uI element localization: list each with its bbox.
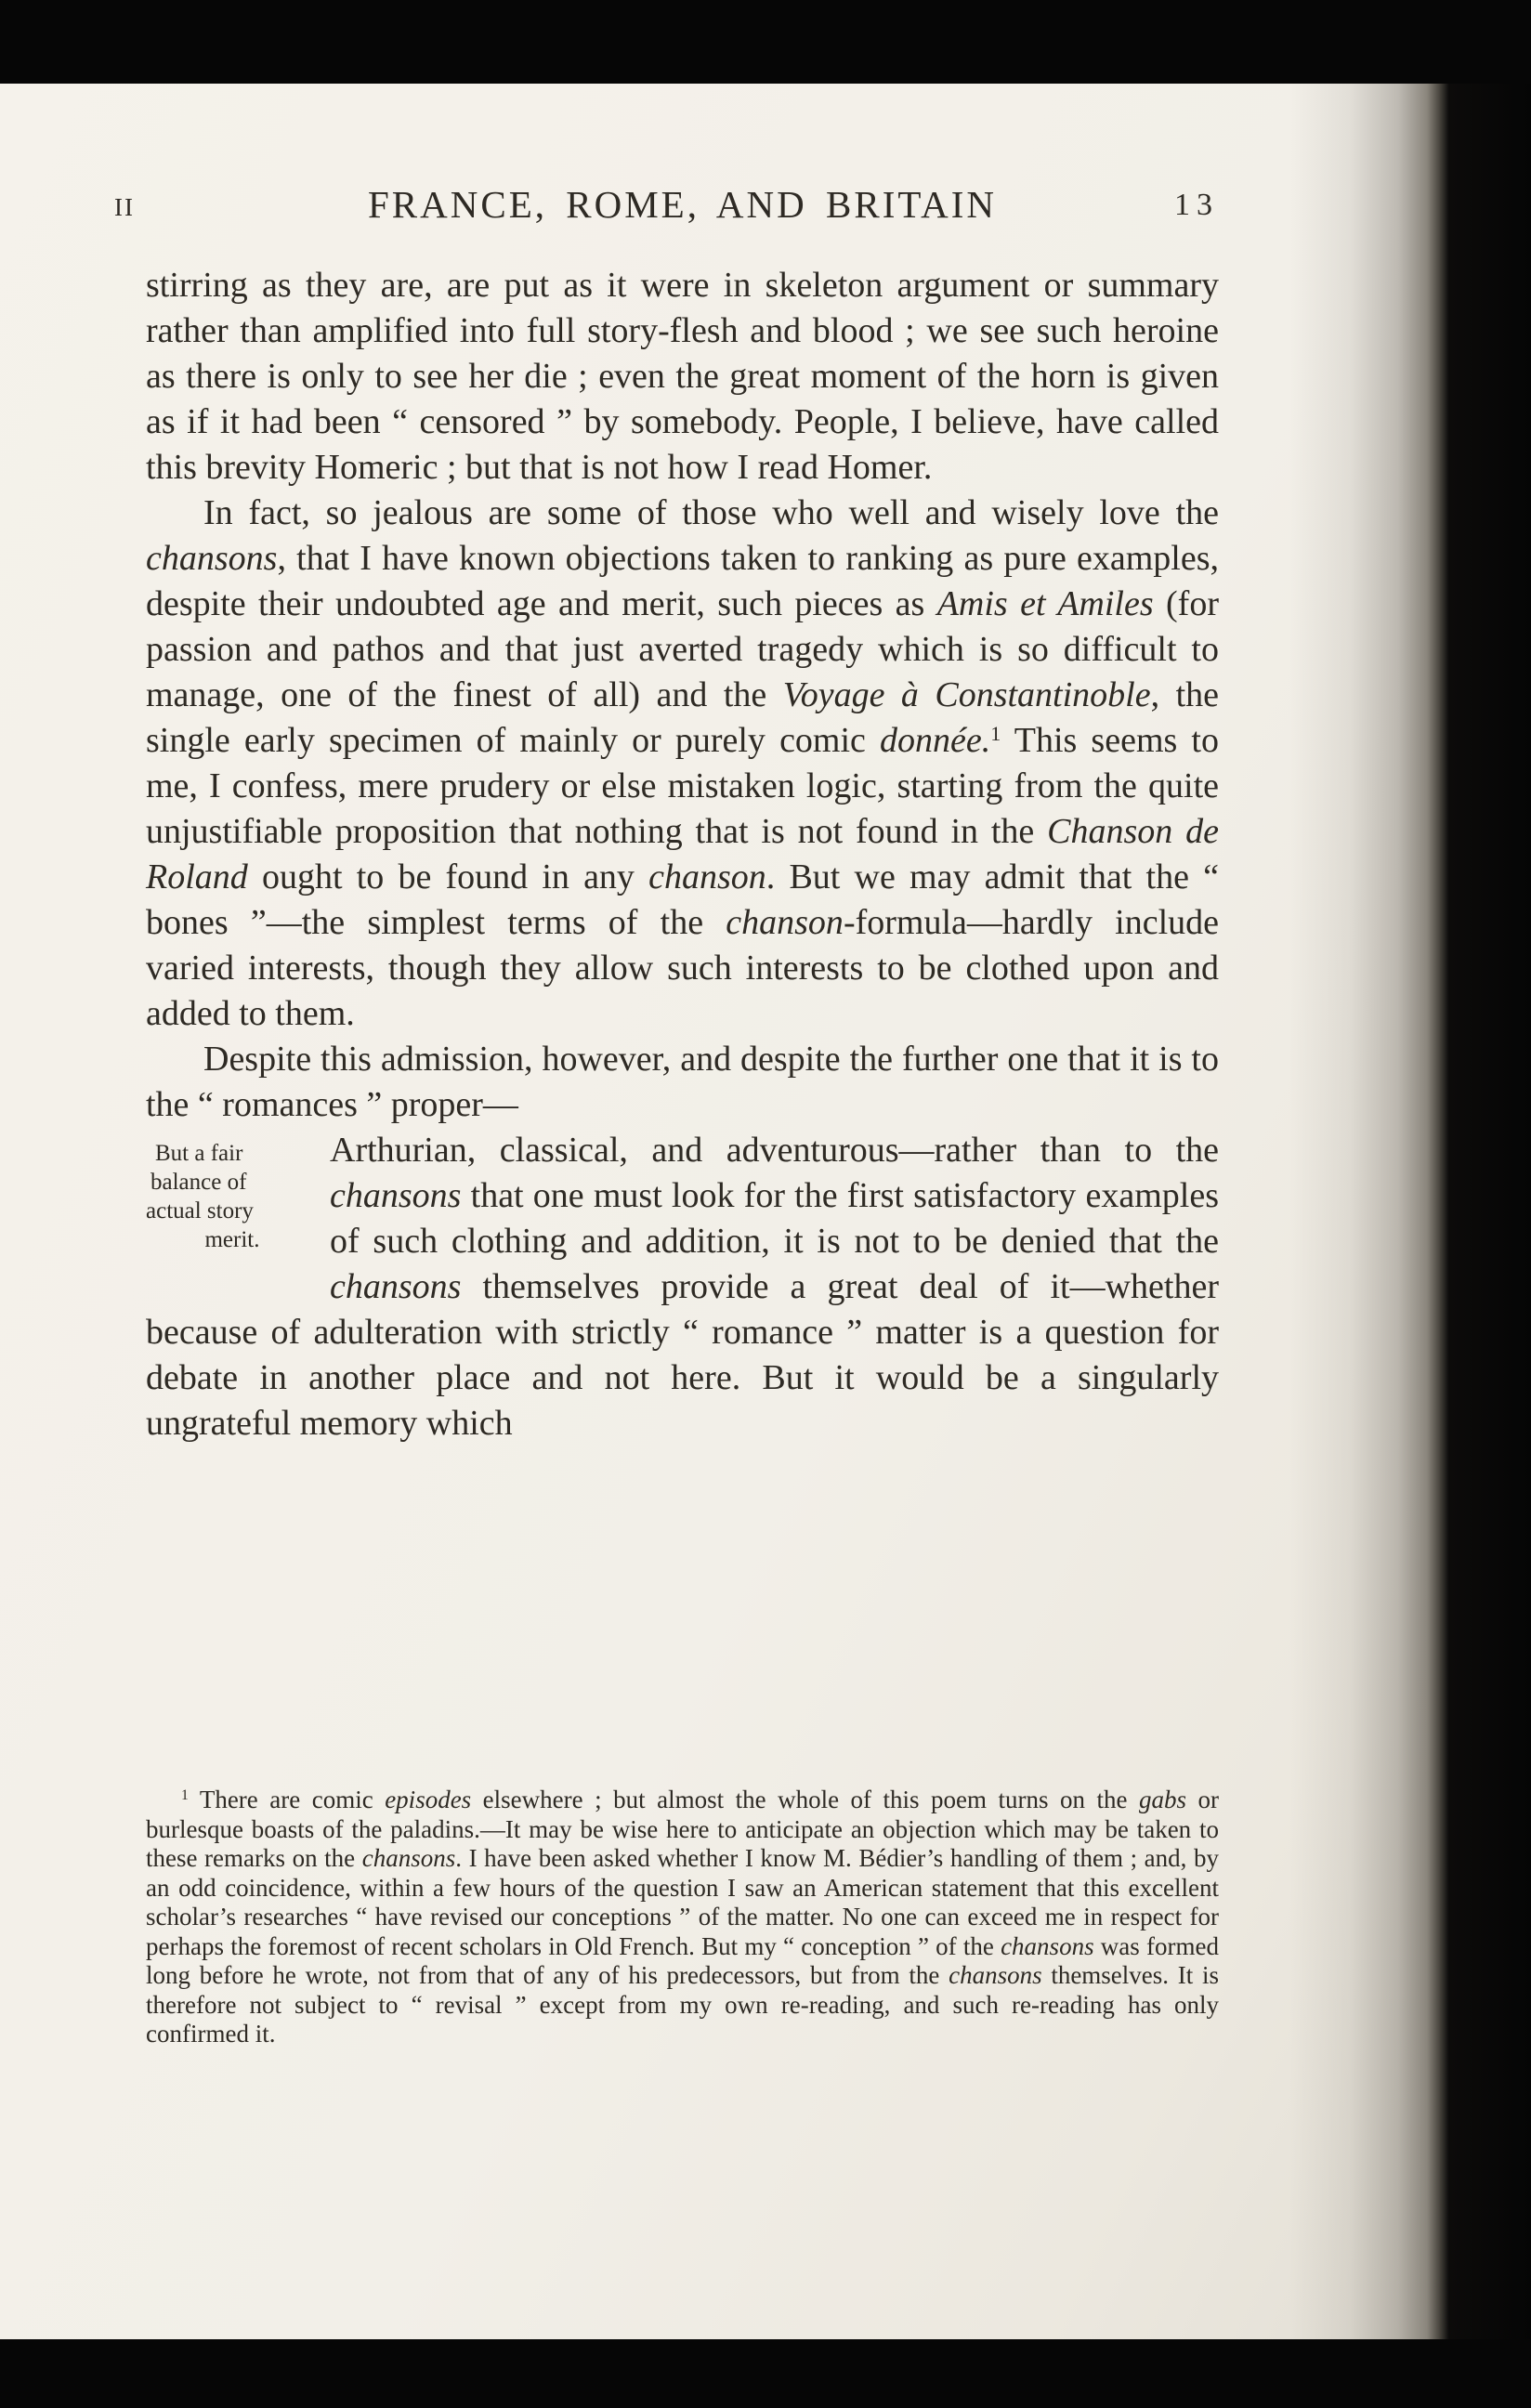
margin-note: But a fair balance of actual story merit.: [146, 1141, 260, 1252]
footnote: [146, 1786, 1219, 2049]
paragraph-text: Arthurian, classical, and adventurous—rather than to the chansons that one must look for the first satisfactory examples of such clothing and addition, it is not to be denied that the chansons themselves provide a great deal of it—whether because of adulteration with strictly “ romance ” matter is a question for debate in another place and not here. But it would be a singularly ungrateful memory which: [146, 1131, 1219, 1443]
page-number: 13: [1174, 188, 1219, 222]
page-edge-shadow: [1289, 0, 1531, 2408]
running-header: [114, 182, 1219, 227]
paragraph-text: In fact, so jealous are some of those who well and wisely love the chansons, that I have known objections taken to ranking as pure examples, despite their undoubted age and merit, such pieces as Amis et Amiles (for passion and pathos and that just averted tragedy which is so difficult to manage, one of the finest of all) and the Voyage à Constantinoble, the single early specimen of mainly or purely comic donnée.$^1$ This seems to me, I confess, mere prudery or else mistaken logic, starting from the quite unjustifiable proposition that nothing that is not found in the Chanson de Roland ought to be found in any chanson. But we may admit that the “ bones ”—the simplest terms of the chanson-formula—hardly include varied interests, though they allow such interests to be clothed upon and added to them.: [146, 493, 1220, 1033]
paragraph-text: Despite this admission, however, and despite the further one that it is to the “ romances ” proper—: [146, 1040, 1219, 1124]
footnote-text: $^1$ There are comic episodes elsewhere ; but almost the whole of this poem turns on the gabs or burlesque boasts of the paladins.—It may be wise here to anticipate an objection which may be taken to these remarks on the chansons. I have been asked whether I know M. Bédier’s handling of them ; and, by an odd coincidence, within a few hours of the question I saw an American statement that this excellent scholar’s researches “ have revised our conceptions ” of the matter. No one can exceed me in respect for perhaps the foremost of recent scholars in Old French. But my “ conception ” of the chansons was formed long before he wrote, not from that of any of his predecessors, but from the chansons themselves. It is therefore not subject to “ revisal ” except from my own re-reading, and such re-reading has only confirmed it.: [146, 1786, 1219, 2048]
paragraph-2: [146, 491, 1219, 1037]
paragraph-1: [146, 263, 1219, 491]
scan-border-top: [0, 0, 1531, 84]
running-title: FRANCE, ROME, AND BRITAIN: [367, 183, 997, 226]
paragraph-3-intro: [146, 1037, 1219, 1128]
body-text: [146, 263, 1219, 1446]
chapter-number: II: [114, 193, 135, 221]
paragraph-3-continued: [146, 1128, 1219, 1446]
scan-border-bottom: [0, 2339, 1531, 2408]
paragraph-text: stirring as they are, are put as it were in skeleton argument or summary rather than amplified into full story-flesh and blood ; we see such heroine as there is only to see her die ; even the great moment of the horn is given as if it had been “ censored ” by somebody. People, I believe, have called this brevity Homeric ; but that is not how I read Homer.: [146, 266, 1219, 487]
